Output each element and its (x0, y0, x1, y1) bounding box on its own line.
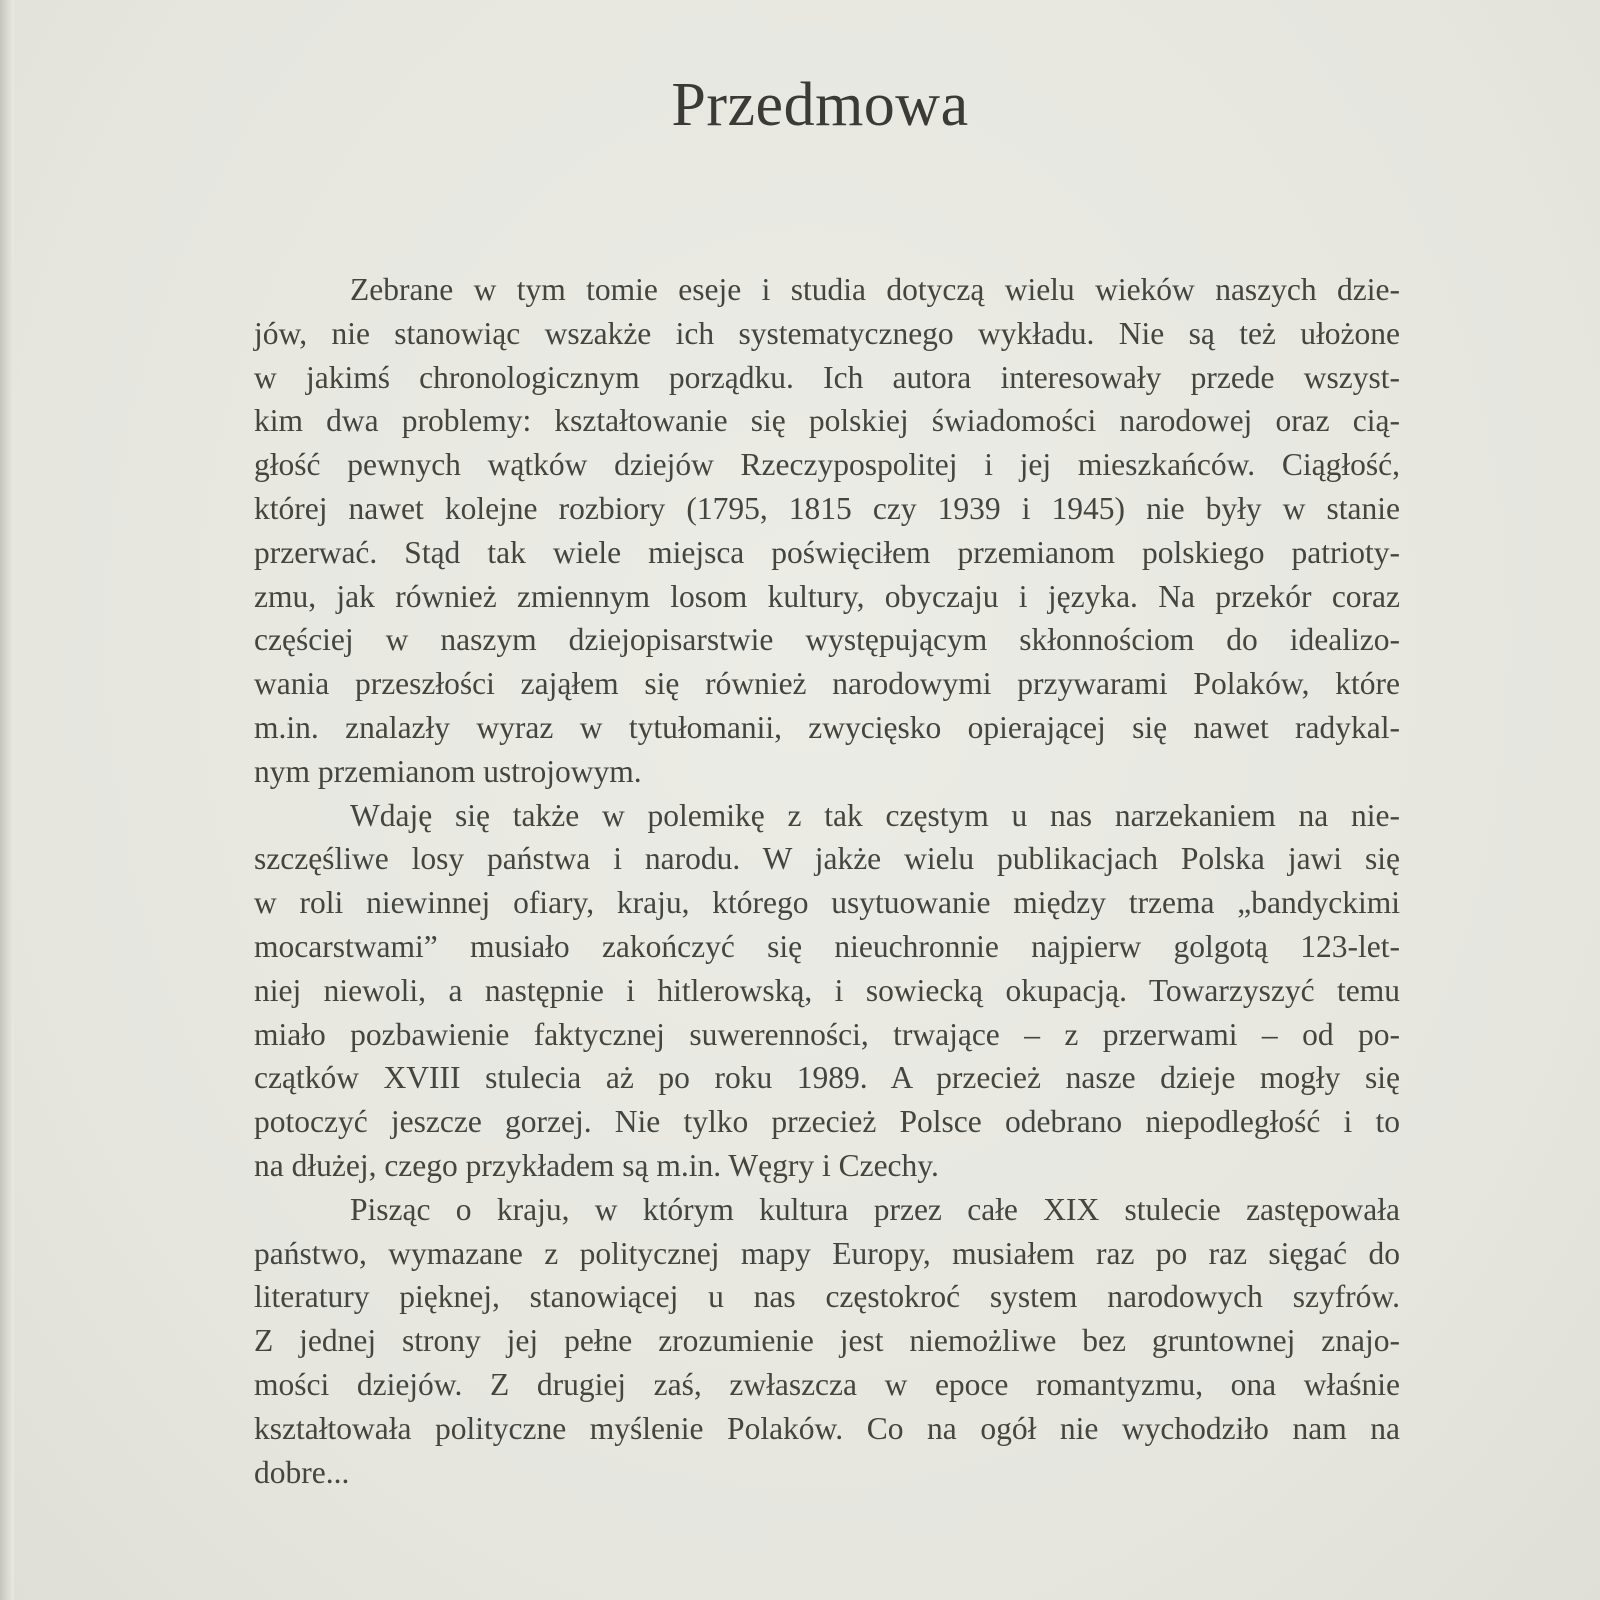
text-line: kształtowała polityczne myślenie Polaków. Co na ogół nie wychodziło nam na (254, 1410, 1400, 1446)
text-line: wania przeszłości zająłem się również narodowymi przywarami Polaków, które (254, 666, 1400, 702)
text-line: Z jednej strony jej pełne zrozumienie jest niemożliwe bez gruntownej znajo- (254, 1323, 1400, 1359)
text-line: miało pozbawienie faktycznej suwerenności, trwające – z przerwami – od po- (254, 1016, 1400, 1052)
paragraph-3 (254, 1188, 1400, 1495)
text-line: szczęśliwe losy państwa i narodu. W jakże wielu publikacjach Polska jawi się (254, 841, 1400, 877)
paragraph-1 (254, 268, 1400, 794)
preface-text (254, 268, 1400, 1494)
text-line: zmu, jak również zmiennym losom kultury, obyczaju i języka. Na przekór coraz (254, 578, 1400, 614)
text-line: nym przemianom ustrojowym. (254, 753, 642, 789)
text-line: mocarstwami” musiało zakończyć się nieuchronnie najpierw golgotą 123-let- (254, 928, 1400, 964)
text-line: dobre... (254, 1454, 350, 1490)
text-line: mości dziejów. Z drugiej zaś, zwłaszcza w epoce romantyzmu, ona właśnie (254, 1366, 1400, 1402)
text-line: potoczyć jeszcze gorzej. Nie tylko przecież Polsce odebrano niepodległość i to (254, 1104, 1400, 1140)
text-line: przerwać. Stąd tak wiele miejsca poświęciłem przemianom polskiego patrioty- (254, 534, 1400, 570)
page-edge (0, 0, 14, 1600)
text-line: Wdaję się także w polemikę z tak częstym u nas narzekaniem na nie- (350, 797, 1400, 833)
paragraph-2 (254, 794, 1400, 1188)
text-line: której nawet kolejne rozbiory (1795, 1815 czy 1939 i 1945) nie były w stanie (254, 490, 1400, 526)
text-line: państwo, wymazane z politycznej mapy Europy, musiałem raz po raz sięgać do (254, 1235, 1400, 1271)
text-line: m.in. znalazły wyraz w tytułomanii, zwycięsko opierającej się nawet radykal- (254, 709, 1400, 745)
text-line: czątków XVIII stulecia aż po roku 1989. A przecież nasze dzieje mogły się (254, 1060, 1400, 1096)
text-line: Pisząc o kraju, w którym kultura przez całe XIX stulecie zastępowała (350, 1191, 1400, 1227)
text-line: na dłużej, czego przykładem są m.in. Węgry i Czechy. (254, 1147, 939, 1183)
text-line: Zebrane w tym tomie eseje i studia dotyczą wielu wieków naszych dzie- (350, 272, 1400, 307)
page-title: Przedmowa (671, 71, 969, 139)
text-line: jów, nie stanowiąc wszakże ich systematycznego wykładu. Nie są też ułożone (254, 315, 1400, 351)
text-line: głość pewnych wątków dziejów Rzeczypospolitej i jej mieszkańców. Ciągłość, (254, 447, 1400, 483)
text-line: kim dwa problemy: kształtowanie się polskiej świadomości narodowej oraz cią- (254, 403, 1400, 439)
text-line: w roli niewinnej ofiary, kraju, którego usytuowanie między trzema „bandyckimi (254, 885, 1400, 921)
text-line: literatury pięknej, stanowiącej u nas częstokroć system narodowych szyfrów. (254, 1279, 1400, 1315)
text-line: częściej w naszym dziejopisarstwie występującym skłonnościom do idealizo- (254, 622, 1400, 658)
text-line: niej niewoli, a następnie i hitlerowską, i sowiecką okupacją. Towarzyszyć temu (254, 972, 1400, 1008)
text-line: w jakimś chronologicznym porządku. Ich autora interesowały przede wszyst- (254, 359, 1400, 395)
